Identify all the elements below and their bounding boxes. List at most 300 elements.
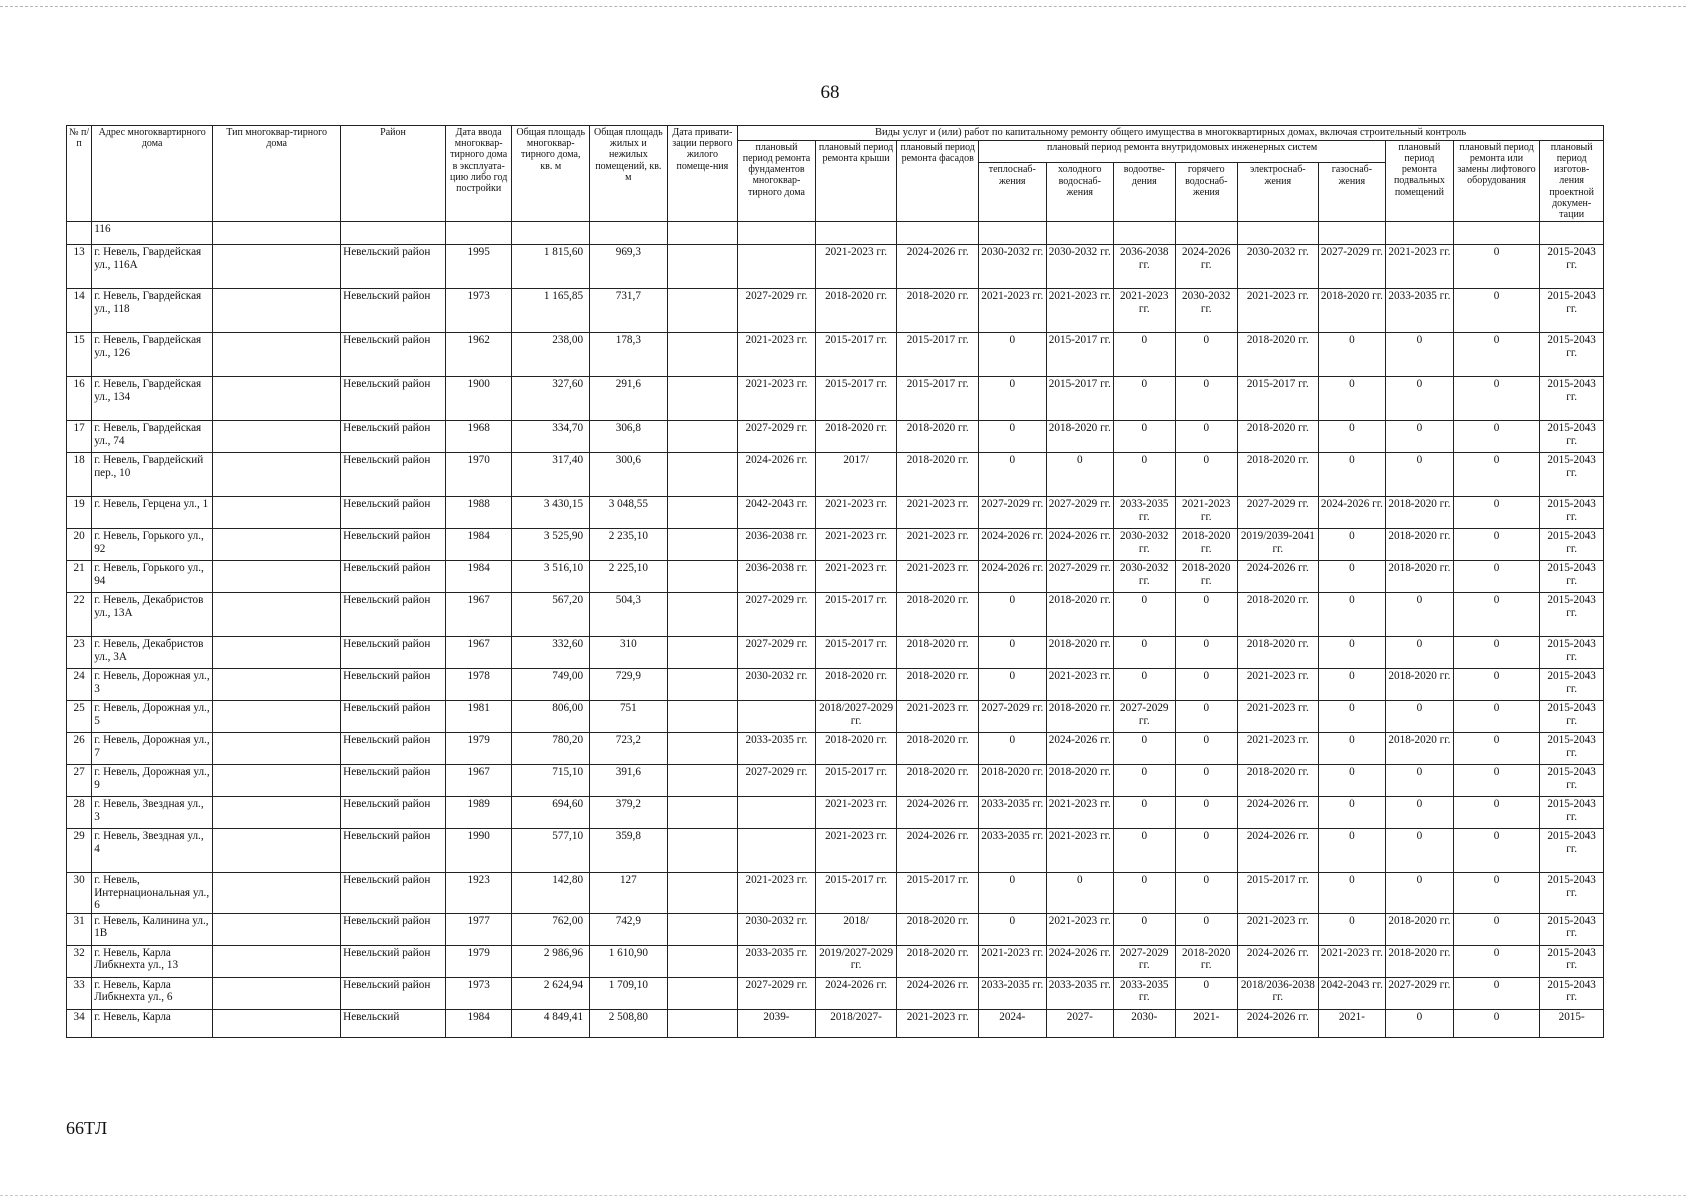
cell-priv	[667, 497, 738, 529]
cell-elec: 2018/2036-2038 гг.	[1238, 977, 1319, 1009]
cell-foundation: 2027-2029 гг.	[738, 977, 816, 1009]
cell-sewer: 2030-2032 гг.	[1114, 561, 1175, 593]
col-hot-header: горячего водоснаб-жения	[1175, 163, 1237, 222]
col-elec-header: электроснаб-жения	[1238, 163, 1319, 222]
table-row	[67, 245, 1604, 289]
cell-lift: 0	[1453, 873, 1540, 914]
cell-type	[213, 945, 341, 977]
cell-foundation: 2021-2023 гг.	[738, 377, 816, 421]
cell-facade: 2021-2023 гг.	[897, 529, 979, 561]
cell-cold: 2021-2023 гг.	[1046, 289, 1114, 333]
cell-district: Невельский район	[341, 421, 446, 453]
cell-lift: 0	[1453, 797, 1540, 829]
cell-type	[213, 377, 341, 421]
cell-area-total: 327,60	[512, 377, 590, 421]
cell-gas: 0	[1318, 669, 1386, 701]
cell-foundation: 2027-2029 гг.	[738, 421, 816, 453]
table-row	[67, 873, 1604, 914]
cell-type	[213, 333, 341, 377]
cell-basement: 2018-2020 гг.	[1386, 945, 1454, 977]
cell-priv	[667, 377, 738, 421]
cell-facade: 2015-2017 гг.	[897, 333, 979, 377]
cell-priv	[667, 289, 738, 333]
cell-roof: 2017/	[815, 453, 897, 497]
cell-hot: 0	[1175, 733, 1237, 765]
cell-area-total: 3 516,10	[512, 561, 590, 593]
cell-n: 29	[67, 829, 92, 873]
cell-heat: 2021-2023 гг.	[979, 289, 1047, 333]
cell-gas: 0	[1318, 453, 1386, 497]
cell-n: 33	[67, 977, 92, 1009]
cell-address: г. Невель, Дорожная ул., 9	[92, 765, 213, 797]
cell-lift: 0	[1453, 1009, 1540, 1037]
col-priv-header: Дата привати-зации первого жилого помеще-ния	[667, 126, 738, 222]
cell-elec: 2024-2026 гг.	[1238, 797, 1319, 829]
cell-district: Невельский район	[341, 829, 446, 873]
cell-n: 21	[67, 561, 92, 593]
cell-district: Невельский район	[341, 669, 446, 701]
cell-hot: 2021-2023 гг.	[1175, 497, 1237, 529]
cell-facade: 2018-2020 гг.	[897, 669, 979, 701]
cell-facade: 2018-2020 гг.	[897, 593, 979, 637]
cell-design: 2015-2043 гг.	[1540, 593, 1604, 637]
cell-year: 1968	[445, 421, 512, 453]
cell-district: Невельский район	[341, 289, 446, 333]
cell-type	[213, 873, 341, 914]
cell-year: 1900	[445, 377, 512, 421]
cell-elec: 2024-2026 гг.	[1238, 561, 1319, 593]
cell-facade: 2018-2020 гг.	[897, 421, 979, 453]
cell-type	[213, 977, 341, 1009]
cell-year: 1973	[445, 289, 512, 333]
cell-year: 1984	[445, 1009, 512, 1037]
cell-type	[213, 701, 341, 733]
cell-year: 1990	[445, 829, 512, 873]
cell-hot: 0	[1175, 913, 1237, 945]
scan-top-edge	[0, 0, 1686, 7]
cell-roof: 2015-2017 гг.	[815, 637, 897, 669]
cell-area-total: 694,60	[512, 797, 590, 829]
cell-design: 2015-2043 гг.	[1540, 377, 1604, 421]
cell-hot: 2024-2026 гг.	[1175, 245, 1237, 289]
cell-roof: 2021-2023 гг.	[815, 245, 897, 289]
cell-year: 1923	[445, 873, 512, 914]
cell-hot: 2018-2020 гг.	[1175, 529, 1237, 561]
cell-roof: 2021-2023 гг.	[815, 561, 897, 593]
cell-lift: 0	[1453, 561, 1540, 593]
cell-area-total: 577,10	[512, 829, 590, 873]
table-row	[67, 593, 1604, 637]
cell-sewer: 0	[1114, 593, 1175, 637]
cell-area-nonres: 729,9	[590, 669, 668, 701]
cell-elec: 2015-2017 гг.	[1238, 873, 1319, 914]
cell-address: г. Невель, Горького ул., 94	[92, 561, 213, 593]
cell-priv	[667, 637, 738, 669]
cell-design: 2015-2043 гг.	[1540, 497, 1604, 529]
cell-roof: 2021-2023 гг.	[815, 797, 897, 829]
cell-cold: 2018-2020 гг.	[1046, 701, 1114, 733]
cell-elec: 2027-2029 гг.	[1238, 497, 1319, 529]
col-foundation-header: плановый период ремонта фундаментов многоквар-тирного дома	[738, 140, 816, 221]
cell-hot: 0	[1175, 333, 1237, 377]
cell-heat: 2033-2035 гг.	[979, 797, 1047, 829]
cell-n: 27	[67, 765, 92, 797]
cell-lift: 0	[1453, 593, 1540, 637]
cell-lift: 0	[1453, 977, 1540, 1009]
cell-sewer: 0	[1114, 913, 1175, 945]
cell-roof: 2018-2020 гг.	[815, 669, 897, 701]
cell-cold: 2024-2026 гг.	[1046, 733, 1114, 765]
cell-type	[213, 733, 341, 765]
cell-area-nonres: 2 235,10	[590, 529, 668, 561]
cell-year: 1967	[445, 637, 512, 669]
cell-area-nonres: 300,6	[590, 453, 668, 497]
cell-area-nonres: 742,9	[590, 913, 668, 945]
cell-design: 2015-2043 гг.	[1540, 669, 1604, 701]
cell-n: 14	[67, 289, 92, 333]
cell-address: г. Невель, Дорожная ул., 7	[92, 733, 213, 765]
cell-heat: 2024-	[979, 1009, 1047, 1037]
cell-elec: 2021-2023 гг.	[1238, 913, 1319, 945]
cell-gas: 2018-2020 гг.	[1318, 289, 1386, 333]
cell-area-nonres: 359,8	[590, 829, 668, 873]
cell-area-total: 3 430,15	[512, 497, 590, 529]
cell-cold: 2030-2032 гг.	[1046, 245, 1114, 289]
cell-cold: 2018-2020 гг.	[1046, 637, 1114, 669]
cell-area-nonres: 1 709,10	[590, 977, 668, 1009]
cell-foundation	[738, 701, 816, 733]
cell-address: г. Невель, Декабристов ул., 13А	[92, 593, 213, 637]
table-row	[67, 669, 1604, 701]
cell-district: Невельский район	[341, 765, 446, 797]
cell-priv	[667, 333, 738, 377]
cell-facade: 2018-2020 гг.	[897, 289, 979, 333]
cell-sewer: 0	[1114, 669, 1175, 701]
cell-area-total: 334,70	[512, 421, 590, 453]
cell-n: 34	[67, 1009, 92, 1037]
cell-address: г. Невель, Гвардейская ул., 134	[92, 377, 213, 421]
cell-n: 24	[67, 669, 92, 701]
cell-heat: 2027-2029 гг.	[979, 497, 1047, 529]
cell-foundation: 2030-2032 гг.	[738, 669, 816, 701]
cell-foundation: 2033-2035 гг.	[738, 945, 816, 977]
cell-heat: 2033-2035 гг.	[979, 829, 1047, 873]
continuation-row	[67, 222, 1604, 245]
cell-cold: 2024-2026 гг.	[1046, 945, 1114, 977]
cell-address: г. Невель, Декабристов ул., 3А	[92, 637, 213, 669]
cell-basement: 0	[1386, 1009, 1454, 1037]
cell-lift: 0	[1453, 333, 1540, 377]
cell-elec: 2015-2017 гг.	[1238, 377, 1319, 421]
table-row	[67, 913, 1604, 945]
cell-area-total: 4 849,41	[512, 1009, 590, 1037]
cell-sewer: 2030-	[1114, 1009, 1175, 1037]
cell-area-nonres: 723,2	[590, 733, 668, 765]
cell-basement: 2018-2020 гг.	[1386, 669, 1454, 701]
cell-area-total: 567,20	[512, 593, 590, 637]
cell-basement: 2018-2020 гг.	[1386, 529, 1454, 561]
col-n-header: № п/п	[67, 126, 92, 222]
cell-priv	[667, 701, 738, 733]
cell-priv	[667, 797, 738, 829]
cell-type	[213, 245, 341, 289]
cell-basement: 0	[1386, 701, 1454, 733]
cell-heat: 0	[979, 669, 1047, 701]
cell-design: 2015-	[1540, 1009, 1604, 1037]
cell-year: 1981	[445, 701, 512, 733]
cell-roof: 2015-2017 гг.	[815, 765, 897, 797]
cell-sewer: 0	[1114, 873, 1175, 914]
table-row	[67, 421, 1604, 453]
cell-hot: 0	[1175, 453, 1237, 497]
cell-heat: 0	[979, 377, 1047, 421]
cell-address: г. Невель, Карла Либкнехта ул., 6	[92, 977, 213, 1009]
cell-basement: 0	[1386, 593, 1454, 637]
table-row	[67, 497, 1604, 529]
cell-area-nonres: 1 610,90	[590, 945, 668, 977]
cell-area-nonres: 751	[590, 701, 668, 733]
cell-sewer: 2027-2029 гг.	[1114, 945, 1175, 977]
cell-basement: 0	[1386, 873, 1454, 914]
col-type-header: Тип многоквар-тирного дома	[213, 126, 341, 222]
cell-district: Невельский район	[341, 453, 446, 497]
cell-heat: 0	[979, 453, 1047, 497]
eng-group-header: плановый период ремонта внутридомовых инженерных систем	[979, 140, 1386, 163]
cell-facade: 2021-2023 гг.	[897, 497, 979, 529]
cell-area-nonres: 504,3	[590, 593, 668, 637]
col-basement-header: плановый период ремонта подвальных помещений	[1386, 140, 1454, 221]
cell-gas: 2024-2026 гг.	[1318, 497, 1386, 529]
cell-area-total: 2 986,96	[512, 945, 590, 977]
cell-roof: 2019/2027-2029 гг.	[815, 945, 897, 977]
cell-priv	[667, 593, 738, 637]
cell-heat: 0	[979, 333, 1047, 377]
cell-area-nonres: 178,3	[590, 333, 668, 377]
table-row	[67, 333, 1604, 377]
col-lift-header: плановый период ремонта или замены лифтового оборудования	[1453, 140, 1540, 221]
cell-foundation: 2027-2029 гг.	[738, 765, 816, 797]
cell-priv	[667, 977, 738, 1009]
cell-priv	[667, 1009, 738, 1037]
cell-lift: 0	[1453, 421, 1540, 453]
cell-district: Невельский район	[341, 977, 446, 1009]
cell-n: 23	[67, 637, 92, 669]
cell-heat: 2033-2035 гг.	[979, 977, 1047, 1009]
cell-priv	[667, 829, 738, 873]
cell-cold: 2018-2020 гг.	[1046, 593, 1114, 637]
cell-lift: 0	[1453, 377, 1540, 421]
cell-design: 2015-2043 гг.	[1540, 797, 1604, 829]
cell-hot: 2018-2020 гг.	[1175, 561, 1237, 593]
cell-foundation: 2021-2023 гг.	[738, 873, 816, 914]
cell-n: 20	[67, 529, 92, 561]
capital-repair-table	[66, 125, 1604, 1038]
col-district-header: Район	[341, 126, 446, 222]
cell-facade: 2018-2020 гг.	[897, 453, 979, 497]
cell-roof: 2018-2020 гг.	[815, 289, 897, 333]
cell-address: г. Невель, Интернациональная ул., 6	[92, 873, 213, 914]
table-row	[67, 1009, 1604, 1037]
cell-facade: 2015-2017 гг.	[897, 377, 979, 421]
scan-bottom-edge	[0, 1195, 1686, 1200]
cell-gas: 0	[1318, 797, 1386, 829]
cell-foundation	[738, 797, 816, 829]
cell-priv	[667, 453, 738, 497]
cell-address: 116	[92, 222, 213, 245]
cell-facade: 2024-2026 гг.	[897, 245, 979, 289]
col-heat-header: теплоснаб-жения	[979, 163, 1047, 222]
cell-roof: 2015-2017 гг.	[815, 873, 897, 914]
cell-elec: 2018-2020 гг.	[1238, 593, 1319, 637]
table-row	[67, 701, 1604, 733]
cell-priv	[667, 669, 738, 701]
cell-heat: 0	[979, 593, 1047, 637]
cell-facade: 2018-2020 гг.	[897, 913, 979, 945]
cell-basement: 2021-2023 гг.	[1386, 245, 1454, 289]
cell-sewer: 0	[1114, 797, 1175, 829]
cell-basement: 0	[1386, 333, 1454, 377]
cell-priv	[667, 913, 738, 945]
cell-basement: 0	[1386, 453, 1454, 497]
cell-sewer: 2027-2029 гг.	[1114, 701, 1175, 733]
cell-heat: 2030-2032 гг.	[979, 245, 1047, 289]
cell-year: 1988	[445, 497, 512, 529]
cell-district: Невельский район	[341, 797, 446, 829]
cell-hot: 0	[1175, 797, 1237, 829]
cell-n: 22	[67, 593, 92, 637]
table-row	[67, 529, 1604, 561]
cell-roof: 2015-2017 гг.	[815, 377, 897, 421]
cell-cold: 2024-2026 гг.	[1046, 529, 1114, 561]
cell-area-total: 317,40	[512, 453, 590, 497]
cell-facade: 2015-2017 гг.	[897, 873, 979, 914]
cell-gas: 0	[1318, 377, 1386, 421]
cell-address: г. Невель, Карла	[92, 1009, 213, 1037]
works-group-header: Виды услуг и (или) работ по капитальному ремонту общего имущества в многоквартирных домах, включая строительный контроль	[738, 126, 1604, 141]
cell-type	[213, 421, 341, 453]
cell-type	[213, 1009, 341, 1037]
cell-facade: 2024-2026 гг.	[897, 797, 979, 829]
cell-year: 1984	[445, 561, 512, 593]
cell-elec: 2019/2039-2041 гг.	[1238, 529, 1319, 561]
cell-sewer: 2033-2035 гг.	[1114, 977, 1175, 1009]
col-area-nonres-header: Общая площадь жилых и нежилых помещений, кв. м	[590, 126, 668, 222]
cell-elec: 2021-2023 гг.	[1238, 701, 1319, 733]
cell-address: г. Невель, Дорожная ул., 3	[92, 669, 213, 701]
cell-type	[213, 289, 341, 333]
table-row	[67, 765, 1604, 797]
col-sewer-header: водоотве-дения	[1114, 163, 1175, 222]
cell-hot: 0	[1175, 829, 1237, 873]
cell-district: Невельский район	[341, 733, 446, 765]
cell-sewer: 0	[1114, 765, 1175, 797]
cell-basement: 2027-2029 гг.	[1386, 977, 1454, 1009]
footer-code: 66TЛ	[66, 1118, 108, 1138]
cell-district: Невельский район	[341, 701, 446, 733]
cell-design: 2015-2043 гг.	[1540, 245, 1604, 289]
cell-hot: 0	[1175, 765, 1237, 797]
cell-address: г. Невель, Гвардейский пер., 10	[92, 453, 213, 497]
cell-type	[213, 829, 341, 873]
cell-cold: 0	[1046, 873, 1114, 914]
cell-basement: 2018-2020 гг.	[1386, 913, 1454, 945]
cell-facade: 2018-2020 гг.	[897, 637, 979, 669]
cell-gas: 0	[1318, 561, 1386, 593]
cell-lift: 0	[1453, 669, 1540, 701]
col-address-header: Адрес многоквартирного дома	[92, 126, 213, 222]
cell-address: г. Невель, Герцена ул., 1	[92, 497, 213, 529]
cell-facade: 2018-2020 гг.	[897, 733, 979, 765]
cell-n: 31	[67, 913, 92, 945]
cell-basement: 0	[1386, 829, 1454, 873]
cell-area-nonres: 3 048,55	[590, 497, 668, 529]
cell-type	[213, 561, 341, 593]
cell-area-total: 1 165,85	[512, 289, 590, 333]
table-row	[67, 945, 1604, 977]
cell-roof: 2021-2023 гг.	[815, 529, 897, 561]
cell-facade: 2021-2023 гг.	[897, 1009, 979, 1037]
table-row	[67, 977, 1604, 1009]
table-row	[67, 733, 1604, 765]
cell-area-total: 2 624,94	[512, 977, 590, 1009]
cell-cold: 2027-2029 гг.	[1046, 561, 1114, 593]
cell-n: 13	[67, 245, 92, 289]
cell-basement: 0	[1386, 377, 1454, 421]
cell-heat: 0	[979, 637, 1047, 669]
cell-cold: 2027-2029 гг.	[1046, 497, 1114, 529]
cell-gas: 2027-2029 гг.	[1318, 245, 1386, 289]
cell-type	[213, 637, 341, 669]
cell-facade: 2018-2020 гг.	[897, 945, 979, 977]
cell-n: 18	[67, 453, 92, 497]
cell-district: Невельский район	[341, 377, 446, 421]
cell-design: 2015-2043 гг.	[1540, 529, 1604, 561]
cell-lift: 0	[1453, 453, 1540, 497]
cell-year: 1978	[445, 669, 512, 701]
cell-year: 1977	[445, 913, 512, 945]
cell-priv	[667, 421, 738, 453]
cell-lift: 0	[1453, 829, 1540, 873]
cell-foundation: 2027-2029 гг.	[738, 289, 816, 333]
cell-area-total: 238,00	[512, 333, 590, 377]
cell-type	[213, 593, 341, 637]
cell-foundation: 2030-2032 гг.	[738, 913, 816, 945]
cell-district: Невельский район	[341, 497, 446, 529]
cell-n: 26	[67, 733, 92, 765]
cell-priv	[667, 561, 738, 593]
cell-foundation: 2027-2029 гг.	[738, 593, 816, 637]
cell-design: 2015-2043 гг.	[1540, 765, 1604, 797]
cell-cold: 2021-2023 гг.	[1046, 669, 1114, 701]
cell-n: 16	[67, 377, 92, 421]
cell-design: 2015-2043 гг.	[1540, 333, 1604, 377]
cell-basement: 2018-2020 гг.	[1386, 497, 1454, 529]
col-roof-header: плановый период ремонта крыши	[815, 140, 897, 221]
cell-gas: 0	[1318, 333, 1386, 377]
cell-roof: 2018-2020 гг.	[815, 733, 897, 765]
cell-address: г. Невель, Карла Либкнехта ул., 13	[92, 945, 213, 977]
cell-elec: 2021-2023 гг.	[1238, 669, 1319, 701]
cell-gas: 0	[1318, 765, 1386, 797]
cell-priv	[667, 873, 738, 914]
cell-basement: 2018-2020 гг.	[1386, 733, 1454, 765]
cell-lift: 0	[1453, 913, 1540, 945]
cell-type	[213, 913, 341, 945]
cell-hot: 0	[1175, 637, 1237, 669]
cell-year: 1984	[445, 529, 512, 561]
cell-cold: 2021-2023 гг.	[1046, 829, 1114, 873]
cell-area-total: 806,00	[512, 701, 590, 733]
